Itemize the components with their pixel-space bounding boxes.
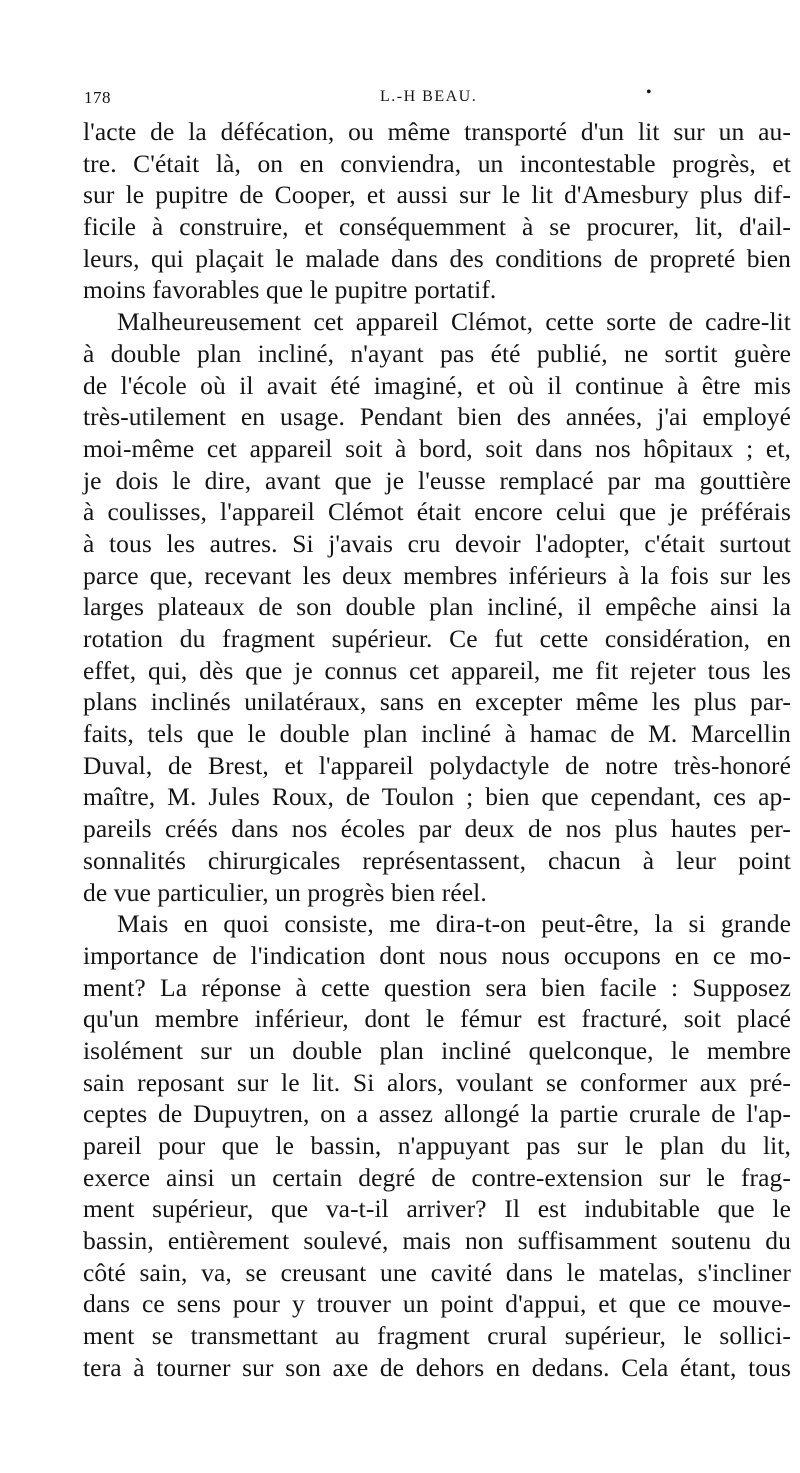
text-line: de l'école où il avait été imaginé, et où il continue à être mis [83,370,791,400]
text-line: faits, tels que le double plan incliné à hamac de M. Marcellin [83,719,791,749]
text-line: ficile à construire, et conséquemment à se procurer, lit, d'ail- [83,212,791,242]
text-line: côté sain, va, se creusant une cavité dans le matelas, s'incliner [83,1257,791,1287]
text-line: moi-même cet appareil soit à bord, soit dans nos hôpitaux ; et, [83,433,791,463]
text-line: Malheureusement cet appareil Clémot, cette sorte de cadre-lit [117,307,791,337]
text-line: pareils créés dans nos écoles par deux de nos plus hautes per- [83,814,791,844]
text-line: effet, qui, dès que je connus cet appareil, me fit rejeter tous les [83,655,791,685]
text-line: ment supérieur, que va-t-il arriver? Il est indubitable que le [83,1194,791,1224]
text-line: l'acte de la défécation, ou même transporté d'un lit sur un au- [83,117,791,146]
text-line: larges plateaux de son double plan incliné, il empêche ainsi la [83,592,791,622]
text-line: moins favorables que le pupitre portatif. [83,275,497,305]
text-line: exerce ainsi un certain degré de contre-extension sur le frag- [83,1162,791,1192]
running-head: L.-H BEAU. [380,88,478,105]
text-line: rotation du fragment supérieur. Ce fut cette considération, en [83,624,791,653]
text-line: isolément sur un double plan incliné quelconque, le membre [83,1035,791,1065]
text-line: ment? La réponse à cette question sera bien facile : Supposez [83,972,791,1002]
text-line: sain reposant sur le lit. Si alors, voulant se conformer aux pré- [83,1067,791,1097]
text-line: sur le pupitre de Cooper, et aussi sur le lit d'Amesbury plus dif- [83,180,791,210]
text-line: maître, M. Jules Roux, de Toulon ; bien que cependant, ces ap- [83,782,791,812]
text-line: de vue particulier, un progrès bien réel. [83,877,487,907]
text-line: plans inclinés unilatéraux, sans en excepter même les plus par- [83,687,791,717]
page-header [84,84,780,114]
text-line: ceptes de Dupuytren, on a assez allongé la partie crurale de l'ap- [83,1099,791,1129]
printer-mark: • [646,84,652,101]
text-line: pareil pour que le bassin, n'appuyant pas sur le plan du lit, [83,1131,791,1160]
text-line: Mais en quoi consiste, me dira-t-on peut-être, la si grande [117,909,791,939]
text-line: à double plan incliné, n'ayant pas été publié, ne sortit guère [83,338,791,368]
text-line: très-utilement en usage. Pendant bien des années, j'ai employé [83,402,791,432]
text-line: dans ce sens pour y trouver un point d'appui, et que ce mouve- [83,1289,791,1319]
text-line: à tous les autres. Si j'avais cru devoir l'adopter, c'était surtout [83,528,791,558]
text-line: bassin, entièrement soulevé, mais non suffisamment soutenu du [83,1226,791,1256]
text-line: ment se transmettant au fragment crural supérieur, le sollici- [83,1321,791,1351]
text-line: je dois le dire, avant que je l'eusse remplacé par ma gouttière [83,465,791,495]
text-line: sonnalités chirurgicales représentassent, chacun à leur point [83,845,791,875]
text-line: tera à tourner sur son axe de dehors en dedans. Cela étant, tous [83,1352,791,1382]
page-number: 178 [84,88,111,107]
text-line: importance de l'indication dont nous nous occupons en ce mo- [83,940,791,970]
body-text [83,116,791,1384]
text-line: qu'un membre inférieur, dont le fémur est fracturé, soit placé [83,1004,791,1034]
text-line: tre. C'était là, on en conviendra, un incontestable progrès, et [83,148,791,178]
text-line: à coulisses, l'appareil Clémot était encore celui que je préférais [83,497,791,527]
text-line: leurs, qui plaçait le malade dans des conditions de propreté bien [83,243,791,273]
text-line: parce que, recevant les deux membres inférieurs à la fois sur les [83,560,791,590]
text-line: Duval, de Brest, et l'appareil polydactyle de notre très-honoré [83,750,791,780]
